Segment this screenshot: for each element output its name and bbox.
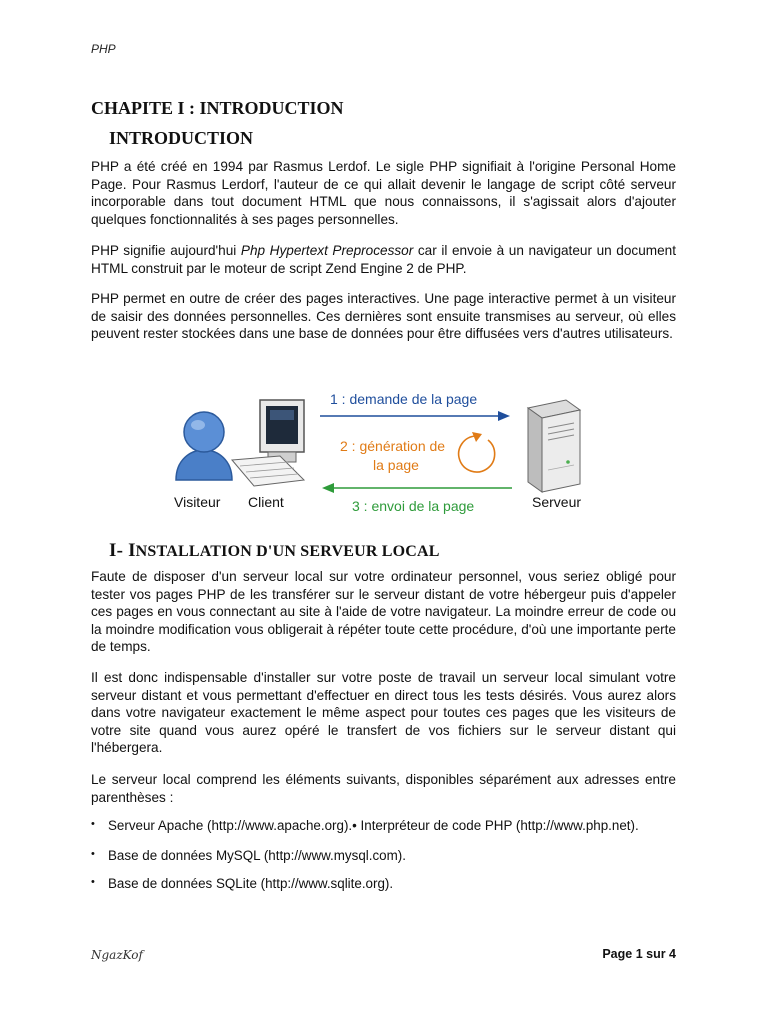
paragraph-meaning <box>91 242 676 277</box>
paragraph-local-server: Il est donc indispensable d'installer sur votre poste de travail un serveur local simulant votre serveur distant et vous permettant d'effectuer en direct tous les tests désirés. Vous aurez alors dans votre navigateur exactement le même aspect pour toutes ces pages que les visiteurs de votre site quand vous aurez opéré le transfert de vos fichiers sur le serveur distant qui l'hébergera. <box>91 670 676 755</box>
section-title-installation-prefix: I- I <box>109 540 136 561</box>
list-item: • Serveur Apache (http://www.apache.org).• Interpréteur de code PHP (http://www.php.net). <box>91 818 691 848</box>
paragraph-components-intro: Le serveur local comprend les éléments suivants, disponibles séparément aux adresses entre parenthèses : <box>91 772 676 805</box>
server-icon <box>528 400 580 492</box>
server-label: Serveur <box>532 494 582 510</box>
paragraph-meaning-start: PHP signifie aujourd'hui <box>91 243 241 258</box>
chapter-title: CHAPITE I : INTRODUCTION <box>91 98 344 118</box>
step2-label-line2: la page <box>373 457 419 473</box>
components-list <box>91 818 691 891</box>
step3-label: 3 : envoi de la page <box>352 498 475 514</box>
footer-page-number: Page 1 sur 4 <box>602 947 676 961</box>
list-item: • Base de données SQLite (http://www.sqlite.org). <box>91 876 691 891</box>
section-title-introduction: INTRODUCTION <box>109 128 254 148</box>
visitor-label: Visiteur <box>174 494 221 510</box>
list-item: • Base de données MySQL (http://www.mysql.com). <box>91 848 691 876</box>
generation-loop-arrow <box>459 436 495 472</box>
running-header: PHP <box>91 42 116 56</box>
step2-label-line1: 2 : génération de <box>340 438 446 454</box>
paragraph-meaning-end: car il envoie à un navigateur un document HTML construit par le moteur de script Zend Engine 2 de PHP. <box>91 243 676 276</box>
client-server-diagram <box>170 380 600 520</box>
step1-label: 1 : demande de la page <box>330 391 478 407</box>
footer-author: NgazKof <box>91 948 143 962</box>
section-title-installation <box>109 540 440 562</box>
client-label: Client <box>248 494 284 510</box>
visitor-icon <box>176 412 232 480</box>
client-computer-icon <box>232 400 304 486</box>
paragraph-interactive: PHP permet en outre de créer des pages interactives. Une page interactive permet à un visiteur de saisir des données personnelles. Ces dernières sont ensuite transmises au serveur, où elles peuvent rester stockées dans une base de données pour être diffusées vers d'autres utilisateurs. <box>91 291 676 341</box>
php-expansion: Php Hypertext Preprocessor <box>240 243 414 258</box>
section-title-installation-rest: NSTALLATION D'UN SERVEUR LOCAL <box>135 543 440 560</box>
paragraph-history: PHP a été créé en 1994 par Rasmus Lerdof. Le sigle PHP signifiait à l'origine Personal Home Page. Pour Rasmus Lerdorf, l'auteur de ce qui allait devenir le langage de script côté serveur incorporable dans tout document HTML que nous connaissons, il s'agissait alors d'ajouter quelques fonctionnalités à ses pages personnelles. <box>91 159 676 227</box>
paragraph-remote-testing: Faute de disposer d'un serveur local sur votre ordinateur personnel, vous seriez obligé pour tester vos pages PHP de les transférer sur le serveur distant de votre hébergeur puis d'appeler ces pages en vous connectant au site à l'aide de votre navigateur. La moindre erreur de code ou la moindre modification vous obligerait à répéter toute cette procédure, d'où une importante perte de temps. <box>91 569 676 654</box>
